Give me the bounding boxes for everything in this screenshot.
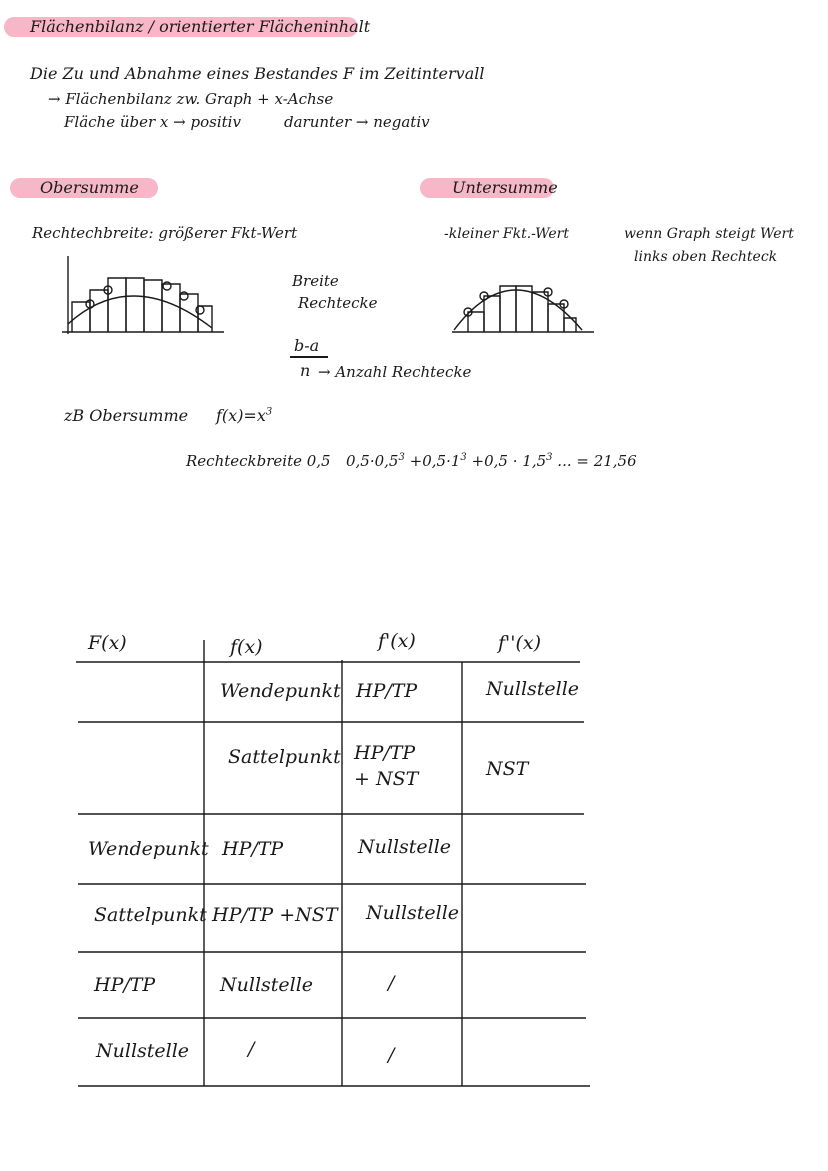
table-cell-r2c2: Sattelpunkt xyxy=(228,746,341,768)
sum-term-a: 0,5·0,5 xyxy=(346,452,399,470)
untersumme-rule: -kleiner Fkt.-Wert xyxy=(444,226,569,242)
untersumme-note-2: links oben Rechteck xyxy=(634,249,778,265)
table-cell-r3c1: Wendepunkt xyxy=(88,838,209,860)
sum-term-c: +0,5 · 1,5 xyxy=(471,452,547,470)
table-cell-r2c4: NST xyxy=(486,758,529,780)
fraction-numerator: b-a xyxy=(294,336,320,355)
table-cell-r2c3: HP/TP + NST xyxy=(354,742,419,790)
untersumme-note-1: wenn Graph steigt Wert xyxy=(624,226,794,242)
obersumme-title: Obersumme xyxy=(40,178,139,197)
table-cell-r6c1: Nullstelle xyxy=(96,1040,190,1062)
example-label: zB Obersumme xyxy=(64,406,189,425)
example-function-exponent: 3 xyxy=(265,406,273,418)
table-cell-r6c3: / xyxy=(388,1044,395,1066)
example-width-label: Rechteckbreite 0,5 xyxy=(186,452,331,470)
table-cell-r4c3: Nullstelle xyxy=(366,902,460,924)
table-cell-r5c3: / xyxy=(388,972,395,994)
table-cell-r3c2: HP/TP xyxy=(222,838,284,860)
untersumme-title: Untersumme xyxy=(452,178,558,197)
table-cell-r4c1: Sattelpunkt xyxy=(94,904,207,926)
intro-line-1: Die Zu und Abnahme eines Bestandes F im Zeitintervall xyxy=(30,64,485,83)
table-cell-r5c1: HP/TP xyxy=(94,974,156,996)
table-cell-r4c2: HP/TP +NST xyxy=(212,904,338,926)
page-title: Flächenbilanz / orientierter Flächeninhalt xyxy=(30,17,371,36)
table-cell-r3c3: Nullstelle xyxy=(358,836,452,858)
width-label-1: Breite xyxy=(292,272,339,290)
count-label: → Anzahl Rechtecke xyxy=(318,363,472,381)
table-header-F: F(x) xyxy=(88,632,127,654)
table-cell-r1c4: Nullstelle xyxy=(486,678,580,700)
table-cell-r1c2: Wendepunkt xyxy=(220,680,341,702)
fraction-denominator: n xyxy=(300,361,311,380)
width-label-2: Rechtecke xyxy=(298,294,378,312)
sum-term-c-exponent: 3 xyxy=(546,452,553,463)
table-cell-r1c3: HP/TP xyxy=(356,680,418,702)
obersumme-rule: Rechtechbreite: größerer Fkt-Wert xyxy=(32,224,298,242)
sum-result: ... = 21,56 xyxy=(557,452,637,470)
sum-term-b-exponent: 3 xyxy=(460,452,467,463)
intro-line-3a: Fläche über x → positiv xyxy=(64,113,241,131)
intro-line-3b: darunter → negativ xyxy=(284,113,430,131)
example-function-base: f(x)=x xyxy=(216,406,266,425)
table-cell-r6c2: / xyxy=(248,1038,255,1060)
table-header-f: f(x) xyxy=(230,636,263,658)
intro-line-2: → Flächenbilanz zw. Graph + x-Achse xyxy=(48,90,334,108)
table-header-f1: f'(x) xyxy=(378,630,416,652)
table-cell-r5c2: Nullstelle xyxy=(220,974,314,996)
sum-term-a-exponent: 3 xyxy=(398,452,405,463)
sum-term-b: +0,5·1 xyxy=(409,452,461,470)
table-header-f2: f''(x) xyxy=(498,632,542,654)
